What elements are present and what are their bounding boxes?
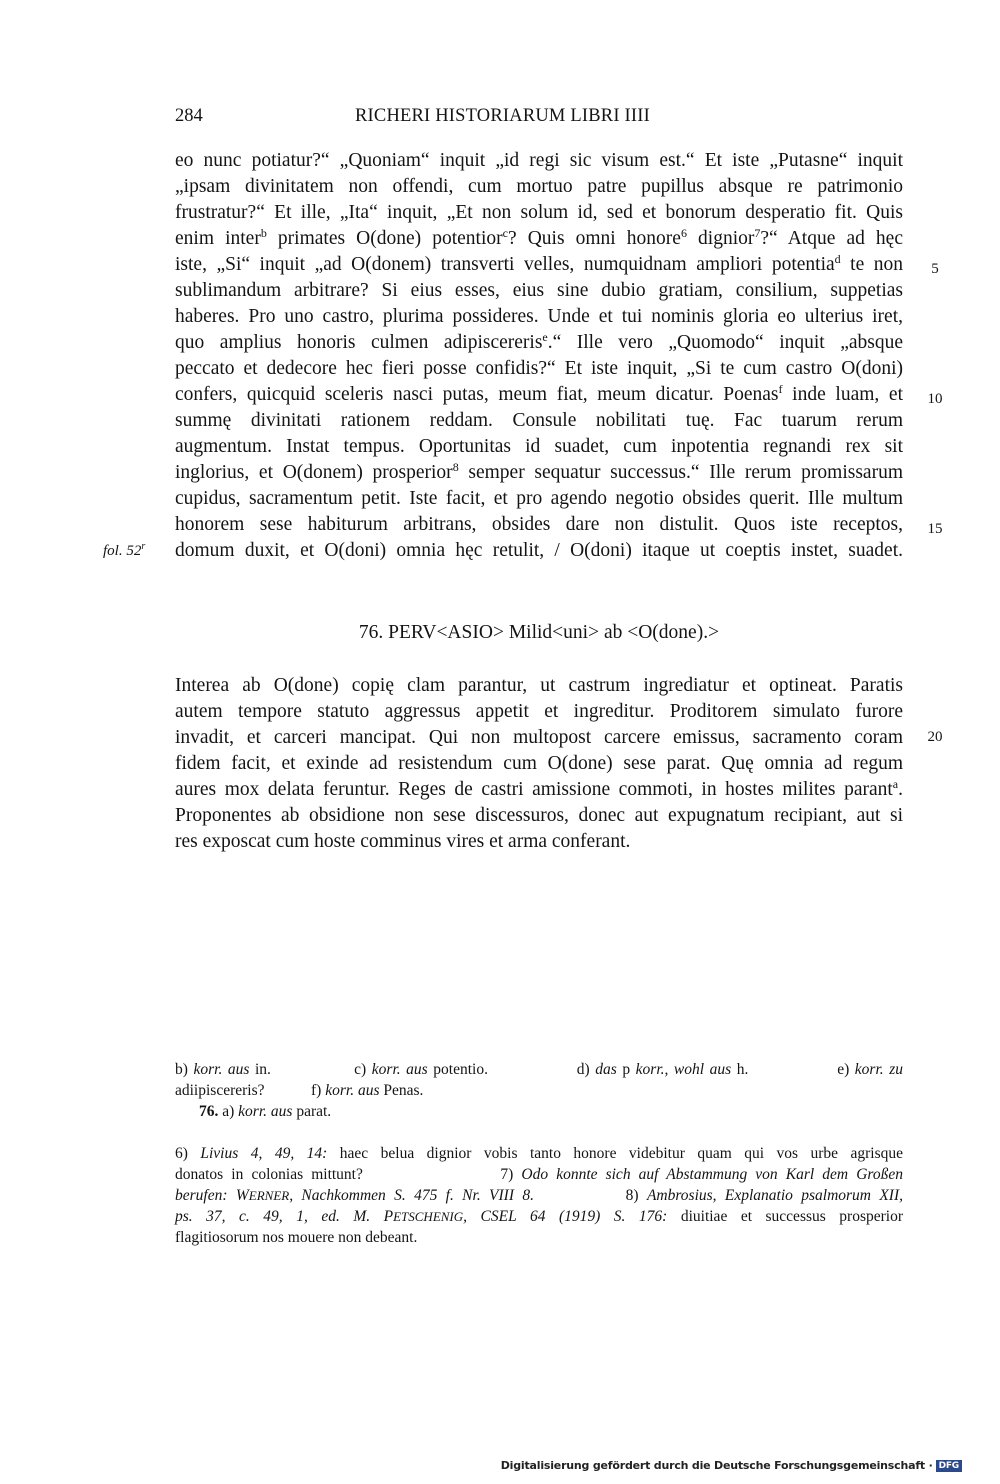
dfg-logo: DFG [936,1460,962,1472]
folio-marker: fol. 52$^r$ [103,541,146,559]
text-line: res exposcat cum hoste comminus vires et arma conferant. [175,831,631,852]
source-note-line: berufen: WERNER, Nachkommen S. 475 f. Nr. VIII 8. 8) Ambrosius, Explanatio psalmorum XII, [175,1187,904,1204]
section-heading: 76. PERV<ASIO> Milid<uni> ab <O(done).> [358,622,720,643]
text-line: iste, „Si“ inquit „ad O(donem) transverti velles, numquidnam ampliori potentia$^d$ te non [175,252,903,275]
apparatus-line: 76. a) korr. aus parat. [199,1103,332,1120]
apparatus-line: b) korr. aus in. c) korr. aus potentio. d) das p korr., wohl aus h. e) korr. zu [175,1061,903,1078]
text-line: cupidus, sacramentum petit. Iste facit, et pro agendo negotio obsides querit. Ille multum [175,488,903,509]
text-line: „ipsam divinitatem non offendi, cum mortuo patre pupillus absque re patrimonio [175,176,903,197]
text-line: eo nunc potiatur?“ „Quoniam“ inquit „id regi sic visum est.“ Et iste „Putasne“ inquit [175,150,903,171]
source-notes [175,1143,903,1248]
text-line: enim inter$^b$ primates O(done) potentior$^c$? Quis omni honore$^6$ dignior$^7$?“ Atque ad hęc [175,226,903,249]
apparatus-line: adiipiscereris? f) korr. aus Penas. [175,1082,424,1099]
digitization-credit: Digitalisierung gefördert durch die Deutsche Forschungsgemeinschaft · DFG [501,1459,962,1472]
text-line: summę divinitati rationem reddam. Consule nobilitati tuę. Fac tuarum rerum [175,410,903,431]
source-note-line: flagitiosorum nos mouere non debeant. [175,1229,418,1246]
source-note-line: ps. 37, c. 49, 1, ed. M. PETSCHENIG, CSEL 64 (1919) S. 176: diuitiae et successus prosperior [175,1208,903,1225]
text-line: quo amplius honoris culmen adipiscereris$^e$.“ Ille vero „Quomodo“ inquit „absque [175,330,904,353]
page-number: 284 [175,106,203,126]
main-text-block-1 [175,148,903,564]
text-line: fidem facit, et exinde ad resistendum cum O(done) sese parat. Quę omnia ad regum [175,753,903,774]
text-line: sublimandum arbitrare? Si eius esses, eius sine dubio gratiam, consilium, suppetias [175,280,903,301]
text-line: inglorius, et O(donem) prosperior$^8$ semper sequatur successus.“ Ille rerum promissarum [175,460,903,483]
text-line: Proponentes ab obsidione non sese discessuros, donec aut expugnatum recipiant, aut si [175,805,903,826]
text-line: Interea ab O(done) copię clam parantur, ut castrum ingrediatur et optineat. Paratis [175,675,903,696]
line-number: 5 [931,261,939,277]
source-note-line: donatos in colonias mittunt? 7) Odo konnte sich auf Abstammung von Karl dem Großen [175,1166,903,1183]
textual-apparatus [175,1059,903,1122]
source-note-line: 6) Livius 4, 49, 14: haec belua dignior vobis tanto honore videbitur quam qui vos urbe agrisque [175,1145,903,1162]
text-line: autem tempore statuto aggressus appetit et ingreditur. Proditorem simulato furore [175,701,903,722]
text-line: invadit, et carceri mancipat. Qui non multopost carcere emissus, sacramento coram [175,727,903,748]
line-number: 10 [927,391,943,407]
running-title: RICHERI HISTORIARUM LIBRI IIII [355,106,650,126]
text-line: peccato et dedecore hec fieri posse confidis?“ Et iste inquit, „Si te cum castro O(doni) [175,358,903,379]
text-line: domum duxit, et O(doni) omnia hęc retulit, / O(doni) itaque ut coeptis instet, suadet. [175,540,903,561]
main-text-block-2 [175,673,903,855]
text-line: honorem sese habiturum arbitrans, obsides dare non distulit. Quos iste receptos, [175,514,903,535]
line-number: 20 [927,729,943,745]
text-line: augmentum. Instat tempus. Oportunitas id suadet, cum inpotentia regnandi rex sit [175,436,903,457]
text-line: confers, quicquid sceleris nasci putas, meum fiat, meum dicatur. Poenas$^f$ inde luam, et [175,382,903,405]
text-line: haberes. Pro uno castro, plurima possideres. Unde et tui nominis gloria eo ulterius iret, [175,306,903,327]
line-number: 15 [927,521,943,537]
text-line: frustratur?“ Et ille, „Ita“ inquit, „Et non solum id, sed et bonorum desperatio fit. Quis [175,202,903,223]
text-line: aures mox delata feruntur. Reges de castri amissione commoti, in hostes milites parant$^a$. [175,777,903,800]
